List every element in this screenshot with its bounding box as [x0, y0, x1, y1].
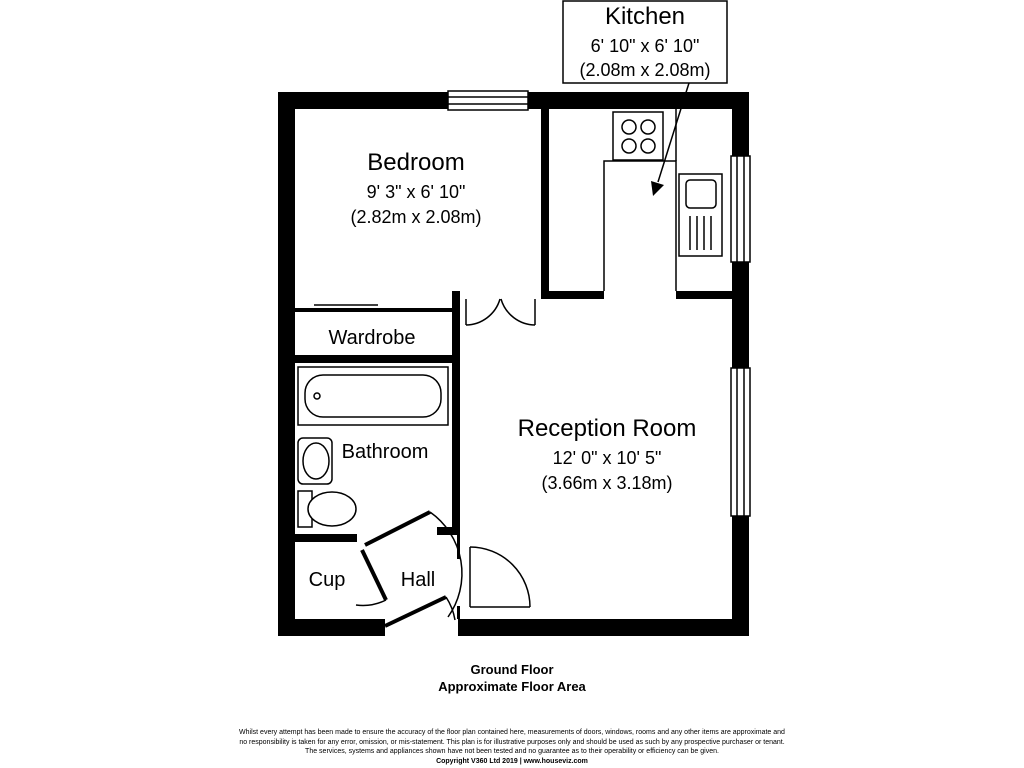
front-door: [385, 597, 455, 626]
kitchen-name: Kitchen: [604, 3, 686, 30]
window-kitchen: [731, 156, 750, 262]
disclaimer: [0, 728, 1024, 766]
reception-double-door: [466, 299, 535, 325]
toilet-icon: [298, 491, 356, 527]
disclaimer-line-3: The services, systems and appliances shown have not been tested and no guarantee as to their operability or efficiency can be given.: [305, 748, 719, 755]
interior-walls: [295, 109, 732, 619]
reception-name: Reception Room: [517, 415, 697, 442]
floor-label: [0, 661, 1024, 695]
cupboard-name: Cup: [308, 569, 346, 591]
wardrobe-name: Wardrobe: [328, 327, 416, 349]
reception-dim-imperial: 12' 0" x 10' 5": [552, 448, 662, 468]
reception-door: [470, 547, 530, 607]
bedroom-dim-imperial: 9' 3" x 6' 10": [366, 182, 466, 202]
bath-icon: [298, 367, 448, 425]
copyright-text: Copyright V360 Ltd 2019 | www.houseviz.com: [436, 757, 588, 765]
floor-name: Ground Floor: [470, 662, 554, 677]
bathroom-name: Bathroom: [341, 441, 429, 463]
kitchen-dim-metric: (2.08m x 2.08m): [579, 60, 711, 80]
disclaimer-line-2: no responsibility is taken for any error, omission, or mis-statement. This plan is for illustrative purposes only and should be used as such by any prospective purchaser or tenant.: [239, 738, 785, 746]
floor-area-label: Approximate Floor Area: [438, 679, 586, 694]
disclaimer-line-1: Whilst every attempt has been made to ensure the accuracy of the floor plan contained here, measurements of doors, windows, rooms and any other items are approximate and: [239, 729, 785, 736]
hob-icon: [613, 112, 663, 160]
reception-dim-metric: (3.66m x 3.18m): [541, 473, 673, 493]
cupboard-door: [356, 550, 386, 605]
kitchen-dim-imperial: 6' 10" x 6' 10": [590, 36, 700, 56]
bedroom-name: Bedroom: [367, 149, 465, 176]
window-reception: [731, 368, 750, 516]
hall-name: Hall: [400, 569, 436, 591]
window-bedroom: [448, 91, 528, 110]
basin-icon: [298, 438, 332, 484]
bedroom-dim-metric: (2.82m x 2.08m): [350, 207, 482, 227]
sink-icon: [679, 174, 722, 256]
